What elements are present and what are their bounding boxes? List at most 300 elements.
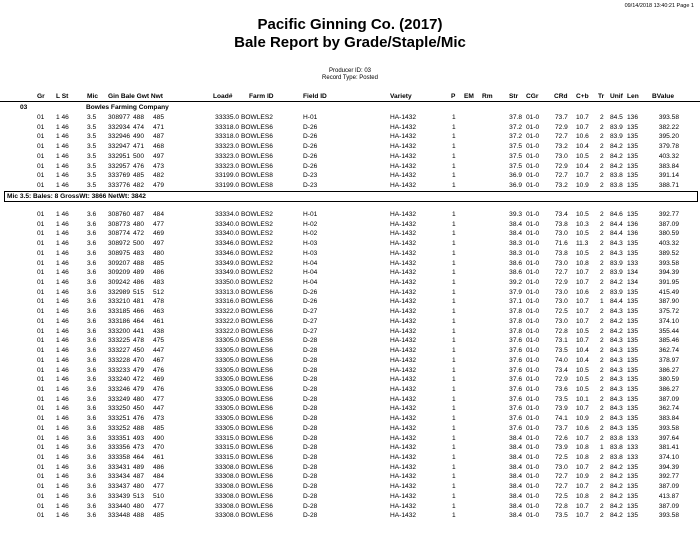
cell-p: 1 xyxy=(452,454,456,461)
cell-unif: 84.2 xyxy=(610,502,623,510)
cell-farm-id: BOWLES6 xyxy=(241,327,273,335)
cell-load: 33350.0 xyxy=(215,279,239,287)
cell-gin-bale: 333246 xyxy=(108,385,131,393)
cell-len: 135 xyxy=(627,181,639,189)
cell-farm-id: BOWLES6 xyxy=(241,492,273,500)
cell-mic: 3.6 xyxy=(87,405,97,413)
cell-tr: 2 xyxy=(600,172,604,180)
cell-nwt: 485 xyxy=(153,424,165,432)
cell-p: 1 xyxy=(452,230,456,238)
cell-field-id: D-26 xyxy=(303,123,318,131)
cell-gwt: 476 xyxy=(133,415,145,423)
cell-len: 135 xyxy=(627,172,639,180)
cell-cb: 10.1 xyxy=(576,395,589,403)
cell-mic: 3.6 xyxy=(87,279,97,287)
cell-gr: 01 xyxy=(37,434,45,442)
cell-farm-id: BOWLES2 xyxy=(241,230,273,238)
cell-field-id: D-26 xyxy=(303,143,318,151)
cell-load: 33318.0 xyxy=(215,133,239,141)
cell-gin-bale: 333200 xyxy=(108,327,131,335)
cell-crd: 73.7 xyxy=(555,424,568,432)
cell-cgr: 01-0 xyxy=(526,512,540,520)
cell-load: 33340.0 xyxy=(215,220,239,228)
cell-farm-id: BOWLES6 xyxy=(241,424,273,432)
cell-p: 1 xyxy=(452,434,456,442)
cell-nwt: 485 xyxy=(153,512,165,520)
cell-cb: 10.7 xyxy=(576,483,589,491)
cell-gr: 01 xyxy=(37,240,45,248)
producer-id: Producer ID: 03 xyxy=(328,68,372,74)
cell-str: 37.6 xyxy=(509,405,522,413)
cell-bvalue: 392.77 xyxy=(658,211,679,218)
cell-l-st: 1 46 xyxy=(56,385,69,393)
cell-unif: 84.3 xyxy=(610,337,623,345)
cell-gr: 01 xyxy=(37,308,45,316)
cell-tr: 2 xyxy=(600,114,604,121)
cell-load: 33335.0 xyxy=(215,114,239,121)
cell-cgr: 01-0 xyxy=(526,288,540,296)
cell-gr: 01 xyxy=(37,366,45,374)
cell-gin-bale: 333225 xyxy=(108,337,131,345)
cell-gr: 01 xyxy=(37,356,45,364)
cell-variety: HA-1432 xyxy=(390,502,417,510)
cell-nwt: 512 xyxy=(153,288,165,296)
cell-variety: HA-1432 xyxy=(390,259,417,267)
cell-gin-bale: 333240 xyxy=(108,376,131,384)
cell-len: 136 xyxy=(627,114,639,121)
cell-gwt: 479 xyxy=(133,366,145,374)
cell-cgr: 01-0 xyxy=(526,162,540,170)
cell-load: 33308.0 xyxy=(215,473,239,481)
cell-tr: 2 xyxy=(600,415,604,423)
cell-bvalue: 381.41 xyxy=(658,444,679,452)
cell-len: 135 xyxy=(627,123,639,131)
cell-unif: 84.4 xyxy=(610,230,623,238)
cell-len: 135 xyxy=(627,463,639,471)
cell-tr: 2 xyxy=(600,376,604,384)
cell-cgr: 01-0 xyxy=(526,337,540,345)
cell-field-id: D-28 xyxy=(303,492,318,500)
cell-load: 33315.0 xyxy=(215,454,239,461)
cell-cgr: 01-0 xyxy=(526,327,540,335)
cell-l-st: 1 46 xyxy=(56,279,69,287)
cell-tr: 2 xyxy=(600,133,604,141)
col-cgr: CGr xyxy=(526,93,539,100)
cell-gin-bale: 308975 xyxy=(108,249,131,257)
cell-gin-bale: 333439 xyxy=(108,492,131,500)
cell-cb: 10.5 xyxy=(576,376,589,384)
cell-gwt: 500 xyxy=(133,240,145,248)
table-row xyxy=(0,395,700,404)
cell-gr: 01 xyxy=(37,327,45,335)
cell-len: 136 xyxy=(627,230,639,238)
table-row xyxy=(0,181,700,190)
table-row xyxy=(0,113,700,122)
cell-len: 135 xyxy=(627,298,639,306)
cell-variety: HA-1432 xyxy=(390,114,417,121)
cell-gwt: 480 xyxy=(133,395,145,403)
cell-farm-id: BOWLES2 xyxy=(241,220,273,228)
cell-load: 33305.0 xyxy=(215,366,239,374)
cell-nwt: 477 xyxy=(153,483,165,491)
cell-gr: 01 xyxy=(37,269,45,277)
cell-crd: 74.0 xyxy=(555,356,568,364)
cell-str: 38.4 xyxy=(509,473,522,481)
table-row xyxy=(0,511,700,520)
table-row xyxy=(0,268,700,277)
cell-str: 37.6 xyxy=(509,356,522,364)
cell-gr: 01 xyxy=(37,162,45,170)
cell-l-st: 1 46 xyxy=(56,327,69,335)
cell-p: 1 xyxy=(452,405,456,413)
col-l-st: L St xyxy=(56,93,69,100)
cell-str: 39.2 xyxy=(509,279,522,287)
cell-variety: HA-1432 xyxy=(390,181,417,189)
cell-l-st: 1 46 xyxy=(56,366,69,374)
cell-mic: 3.6 xyxy=(87,317,97,325)
cell-crd: 72.9 xyxy=(555,162,568,170)
cell-field-id: D-28 xyxy=(303,444,318,452)
cell-gin-bale: 333228 xyxy=(108,356,131,364)
cell-bvalue: 413.87 xyxy=(658,492,679,500)
cell-load: 33305.0 xyxy=(215,376,239,384)
cell-farm-id: BOWLES6 xyxy=(241,473,273,481)
cell-cb: 10.7 xyxy=(576,337,589,345)
cell-crd: 73.2 xyxy=(555,143,568,151)
cell-variety: HA-1432 xyxy=(390,230,417,238)
cell-gr: 01 xyxy=(37,259,45,267)
cell-field-id: D-28 xyxy=(303,347,318,355)
cell-gr: 01 xyxy=(37,114,45,121)
cell-crd: 72.6 xyxy=(555,434,568,442)
cell-nwt: 485 xyxy=(153,259,165,267)
cell-field-id: D-28 xyxy=(303,434,318,442)
cell-mic: 3.6 xyxy=(87,211,97,218)
cell-len: 135 xyxy=(627,385,639,393)
cell-nwt: 476 xyxy=(153,385,165,393)
cell-l-st: 1 46 xyxy=(56,298,69,306)
cell-gin-bale: 332989 xyxy=(108,288,131,296)
cell-field-id: D-23 xyxy=(303,181,318,189)
cell-nwt: 471 xyxy=(153,123,165,131)
cell-unif: 84.2 xyxy=(610,279,623,287)
table-row xyxy=(0,249,700,258)
cell-cb: 10.9 xyxy=(576,473,589,481)
cell-cgr: 01-0 xyxy=(526,181,540,189)
cell-variety: HA-1432 xyxy=(390,483,417,491)
cell-mic: 3.5 xyxy=(87,162,97,170)
cell-cb: 10.7 xyxy=(576,463,589,471)
cell-load: 33308.0 xyxy=(215,502,239,510)
cell-load: 33308.0 xyxy=(215,463,239,471)
cell-farm-id: BOWLES6 xyxy=(241,415,273,423)
cell-crd: 71.6 xyxy=(555,240,568,248)
cell-field-id: D-27 xyxy=(303,327,318,335)
cell-cb: 10.8 xyxy=(576,492,589,500)
table-row xyxy=(0,482,700,491)
cell-cb: 10.6 xyxy=(576,133,589,141)
cell-variety: HA-1432 xyxy=(390,143,417,151)
table-row xyxy=(0,162,700,171)
cell-tr: 2 xyxy=(600,434,604,442)
cell-p: 1 xyxy=(452,298,456,306)
cell-str: 39.3 xyxy=(509,211,522,218)
cell-field-id: H-04 xyxy=(303,259,318,267)
cell-tr: 2 xyxy=(600,220,604,228)
table-row xyxy=(0,317,700,326)
cell-str: 37.2 xyxy=(509,133,522,141)
cell-variety: HA-1432 xyxy=(390,366,417,374)
cell-gwt: 483 xyxy=(133,249,145,257)
cell-unif: 84.3 xyxy=(610,366,623,374)
cell-mic: 3.6 xyxy=(87,385,97,393)
cell-cb: 10.7 xyxy=(576,123,589,131)
cell-field-id: H-02 xyxy=(303,220,318,228)
cell-gr: 01 xyxy=(37,424,45,432)
cell-tr: 2 xyxy=(600,502,604,510)
cell-len: 135 xyxy=(627,424,639,432)
cell-cgr: 01-0 xyxy=(526,424,540,432)
cell-farm-id: BOWLES6 xyxy=(241,502,273,510)
cell-load: 33322.0 xyxy=(215,308,239,316)
cell-nwt: 447 xyxy=(153,347,165,355)
cell-gin-bale: 332957 xyxy=(108,162,131,170)
cell-gwt: 515 xyxy=(133,288,145,296)
cell-cgr: 01-0 xyxy=(526,347,540,355)
cell-p: 1 xyxy=(452,502,456,510)
cell-gwt: 478 xyxy=(133,337,145,345)
cell-gr: 01 xyxy=(37,347,45,355)
table-row xyxy=(0,463,700,472)
cell-gin-bale: 333358 xyxy=(108,454,131,461)
cell-unif: 84.2 xyxy=(610,473,623,481)
cell-crd: 73.0 xyxy=(555,288,568,296)
cell-mic: 3.6 xyxy=(87,288,97,296)
cell-nwt: 497 xyxy=(153,240,165,248)
cell-tr: 2 xyxy=(600,279,604,287)
cell-gin-bale: 333434 xyxy=(108,473,131,481)
cell-cgr: 01-0 xyxy=(526,463,540,471)
cell-mic: 3.6 xyxy=(87,483,97,491)
cell-variety: HA-1432 xyxy=(390,288,417,296)
cell-variety: HA-1432 xyxy=(390,327,417,335)
cell-nwt: 490 xyxy=(153,434,165,442)
cell-field-id: D-28 xyxy=(303,395,318,403)
cell-len: 135 xyxy=(627,162,639,170)
table-row xyxy=(0,346,700,355)
cell-crd: 72.5 xyxy=(555,308,568,316)
cell-bvalue: 397.64 xyxy=(658,434,679,442)
cell-cb: 10.7 xyxy=(576,405,589,413)
cell-variety: HA-1432 xyxy=(390,385,417,393)
cell-bvalue: 393.58 xyxy=(658,512,679,520)
cell-field-id: D-28 xyxy=(303,366,318,374)
table-row xyxy=(0,132,700,141)
cell-str: 37.6 xyxy=(509,385,522,393)
cell-str: 37.6 xyxy=(509,395,522,403)
cell-variety: HA-1432 xyxy=(390,463,417,471)
cell-cgr: 01-0 xyxy=(526,483,540,491)
cell-farm-id: BOWLES2 xyxy=(241,259,273,267)
cell-crd: 72.7 xyxy=(555,172,568,180)
cell-crd: 73.1 xyxy=(555,337,568,345)
table-row xyxy=(0,424,700,433)
cell-cb: 10.6 xyxy=(576,288,589,296)
cell-unif: 84.4 xyxy=(610,220,623,228)
cell-len: 134 xyxy=(627,279,639,287)
cell-variety: HA-1432 xyxy=(390,473,417,481)
cell-load: 33322.0 xyxy=(215,317,239,325)
cell-bvalue: 386.27 xyxy=(658,385,679,393)
cell-field-id: H-03 xyxy=(303,249,318,257)
cell-str: 38.4 xyxy=(509,230,522,238)
cell-p: 1 xyxy=(452,317,456,325)
cell-load: 33315.0 xyxy=(215,434,239,442)
cell-field-id: D-28 xyxy=(303,337,318,345)
cell-gin-bale: 333356 xyxy=(108,444,131,452)
cell-p: 1 xyxy=(452,114,456,121)
cell-farm-id: BOWLES6 xyxy=(241,347,273,355)
table-row xyxy=(0,210,700,219)
cell-nwt: 497 xyxy=(153,152,165,160)
cell-farm-id: BOWLES6 xyxy=(241,133,273,141)
cell-variety: HA-1432 xyxy=(390,492,417,500)
cell-p: 1 xyxy=(452,143,456,151)
cell-tr: 2 xyxy=(600,143,604,151)
cell-farm-id: BOWLES6 xyxy=(241,512,273,520)
cell-load: 33349.0 xyxy=(215,269,239,277)
cell-unif: 84.4 xyxy=(610,298,623,306)
cell-str: 38.4 xyxy=(509,220,522,228)
cell-cgr: 01-0 xyxy=(526,385,540,393)
cell-unif: 83.8 xyxy=(610,454,623,461)
cell-variety: HA-1432 xyxy=(390,298,417,306)
cell-bvalue: 387.09 xyxy=(658,483,679,491)
table-row xyxy=(0,327,700,336)
table-row xyxy=(0,356,700,365)
cell-gwt: 482 xyxy=(133,181,145,189)
cell-gr: 01 xyxy=(37,298,45,306)
cell-mic: 3.6 xyxy=(87,395,97,403)
cell-len: 135 xyxy=(627,502,639,510)
column-header-row xyxy=(0,92,700,102)
report-timestamp: 09/14/2018 13:40:21 Page 1 xyxy=(624,3,694,9)
cell-len: 134 xyxy=(627,269,639,277)
cell-bvalue: 383.84 xyxy=(658,162,679,170)
cell-p: 1 xyxy=(452,395,456,403)
cell-crd: 73.6 xyxy=(555,385,568,393)
cell-gin-bale: 308760 xyxy=(108,211,131,218)
cell-crd: 73.8 xyxy=(555,220,568,228)
cell-nwt: 470 xyxy=(153,444,165,452)
cell-l-st: 1 46 xyxy=(56,249,69,257)
cell-crd: 72.5 xyxy=(555,492,568,500)
cell-cgr: 01-0 xyxy=(526,143,540,151)
cell-farm-id: BOWLES2 xyxy=(241,279,273,287)
cell-gr: 01 xyxy=(37,152,45,160)
cell-bvalue: 387.09 xyxy=(658,502,679,510)
cell-str: 37.6 xyxy=(509,347,522,355)
col-p: P xyxy=(451,93,456,100)
cell-cgr: 01-0 xyxy=(526,279,540,287)
cell-bvalue: 379.78 xyxy=(658,143,679,151)
cell-str: 36.9 xyxy=(509,181,522,189)
cell-gin-bale: 333252 xyxy=(108,424,131,432)
cell-tr: 2 xyxy=(600,356,604,364)
cell-tr: 2 xyxy=(600,347,604,355)
cell-load: 33199.0 xyxy=(215,172,239,180)
cell-crd: 73.4 xyxy=(555,366,568,374)
cell-l-st: 1 46 xyxy=(56,162,69,170)
cell-mic: 3.5 xyxy=(87,123,97,131)
table-row xyxy=(0,385,700,394)
cell-unif: 84.6 xyxy=(610,211,623,218)
cell-gin-bale: 333185 xyxy=(108,308,131,316)
table-row xyxy=(0,171,700,180)
cell-gwt: 480 xyxy=(133,220,145,228)
cell-bvalue: 393.58 xyxy=(658,114,679,121)
cell-crd: 72.8 xyxy=(555,327,568,335)
cell-load: 33305.0 xyxy=(215,337,239,345)
cell-gr: 01 xyxy=(37,454,45,461)
cell-tr: 2 xyxy=(600,327,604,335)
cell-variety: HA-1432 xyxy=(390,444,417,452)
cell-farm-id: BOWLES6 xyxy=(241,405,273,413)
cell-nwt: 467 xyxy=(153,356,165,364)
cell-cgr: 01-0 xyxy=(526,308,540,316)
cell-unif: 83.8 xyxy=(610,172,623,180)
cell-bvalue: 395.20 xyxy=(658,133,679,141)
cell-p: 1 xyxy=(452,356,456,364)
cell-str: 37.5 xyxy=(509,143,522,151)
cell-variety: HA-1432 xyxy=(390,337,417,345)
cell-field-id: H-04 xyxy=(303,269,318,277)
cell-mic: 3.6 xyxy=(87,327,97,335)
table-row xyxy=(0,152,700,161)
cell-cb: 10.5 xyxy=(576,152,589,160)
cell-len: 135 xyxy=(627,327,639,335)
cell-crd: 74.1 xyxy=(555,415,568,423)
cell-crd: 73.5 xyxy=(555,347,568,355)
cell-gr: 01 xyxy=(37,492,45,500)
table-row xyxy=(0,307,700,316)
cell-mic: 3.6 xyxy=(87,308,97,316)
cell-variety: HA-1432 xyxy=(390,162,417,170)
cell-nwt: 461 xyxy=(153,454,165,461)
cell-len: 133 xyxy=(627,259,639,267)
cell-gin-bale: 309207 xyxy=(108,259,131,267)
cell-gr: 01 xyxy=(37,483,45,491)
cell-l-st: 1 46 xyxy=(56,317,69,325)
cell-cb: 10.7 xyxy=(576,114,589,121)
cell-p: 1 xyxy=(452,327,456,335)
cell-crd: 73.9 xyxy=(555,405,568,413)
table-row xyxy=(0,288,700,297)
cell-unif: 83.9 xyxy=(610,123,623,131)
cell-l-st: 1 46 xyxy=(56,415,69,423)
cell-unif: 83.9 xyxy=(610,288,623,296)
cell-len: 135 xyxy=(627,366,639,374)
cell-farm-id: BOWLES6 xyxy=(241,337,273,345)
cell-farm-id: BOWLES6 xyxy=(241,308,273,316)
col-crd: CRd xyxy=(554,93,568,100)
cell-str: 37.6 xyxy=(509,415,522,423)
cell-str: 38.4 xyxy=(509,512,522,520)
cell-unif: 83.9 xyxy=(610,133,623,141)
cell-str: 38.3 xyxy=(509,240,522,248)
cell-nwt: 479 xyxy=(153,181,165,189)
summary-bar xyxy=(4,191,698,202)
